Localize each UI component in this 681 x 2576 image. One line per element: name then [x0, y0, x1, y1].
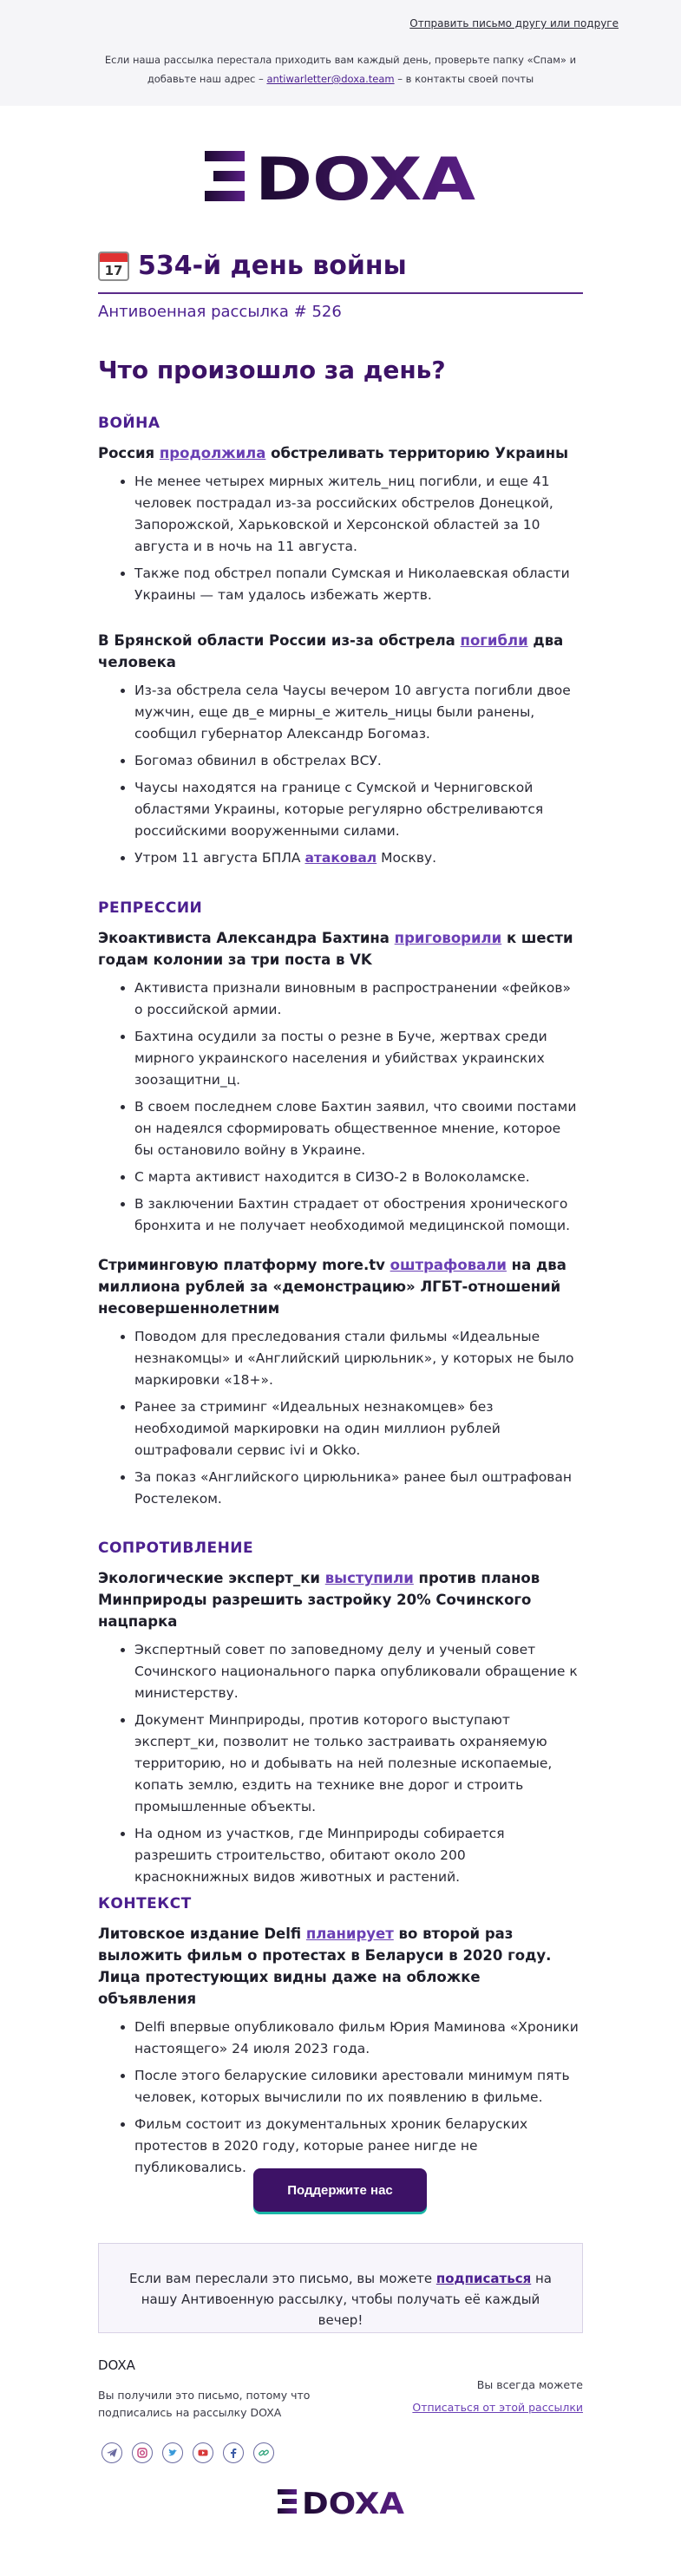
list-item: • Из-за обстрела села Чаусы вечером 10 августа погибли двое мужчин, еще дв_е мирны_е житель_ницы были ранены, сообщил губернатор Александр Богомаз.: [134, 680, 583, 745]
bullet-list: [98, 1326, 583, 1510]
youtube-icon[interactable]: [193, 2442, 213, 2463]
list-item: • За показ «Английского цирюльника» ранее был оштрафован Ростелеком.: [134, 1467, 583, 1510]
section-resistance: [98, 1540, 583, 1893]
list-item: • Богомаз обвинил в обстрелах ВСУ.: [134, 750, 583, 772]
section-heading: РЕПРЕССИИ: [98, 899, 203, 917]
list-item: • Экспертный совет по заповедному делу и ученый совет Сочинского национального парка опубликовали обращение к министерству.: [134, 1639, 583, 1704]
headline-link[interactable]: приговорили: [394, 930, 502, 946]
bullet-list: [98, 471, 583, 606]
instagram-icon[interactable]: [132, 2442, 153, 2463]
list-item: • Delfi впервые опубликовало фильм Юрия Маминова «Хроники настоящего» 24 июля 2023 года.: [134, 2017, 583, 2060]
footer-reason-text: Вы получили это письмо, потому что подписались на рассылку DOXA: [98, 2389, 311, 2419]
telegram-icon[interactable]: [101, 2442, 122, 2463]
bullet-list: [98, 680, 583, 869]
list-item: • С марта активист находится в СИЗО-2 в Волоколамске.: [134, 1167, 583, 1188]
doxa-logo-text: DOXA: [255, 149, 476, 203]
list-item: • После этого беларуские силовики арестовали минимум пять человек, которых вычислили по их появлению в фильме.: [134, 2065, 583, 2109]
issue-number: Антивоенная рассылка # 526: [98, 303, 342, 321]
doxa-logo: [201, 149, 479, 203]
section-repressions: [98, 899, 583, 1242]
doxa-footer-logo: [276, 2488, 406, 2515]
support-us-button[interactable]: Поддержите нас: [253, 2168, 427, 2212]
headline-link[interactable]: выступили: [324, 1570, 414, 1586]
list-item: • На одном из участков, где Минприроды собирается разрешить строительство, обитают около 200 краснокнижных видов животных и растений.: [134, 1823, 583, 1888]
section-heading: КОНТЕКСТ: [98, 1895, 192, 1912]
title-divider: [98, 292, 583, 294]
spam-notice: [87, 50, 594, 88]
headline-link[interactable]: погибли: [460, 632, 528, 649]
day-count-title: 534-й день войны: [138, 251, 407, 281]
footer-org-name: DOXA: [98, 2357, 135, 2373]
list-item: • Поводом для преследования стали фильмы «Идеальные незнакомцы» и «Английский цирюльник», у которых не было маркировки «18+».: [134, 1326, 583, 1391]
list-item: • Также под обстрел попали Сумская и Николаевская области Украины — там удалось избежать жертв.: [134, 563, 583, 606]
bullet-list: [98, 1639, 583, 1888]
news-headline: Экологические эксперт_ки выступили против планов Минприроды разрешить застройку 20% Сочинского нацпарка: [98, 1570, 540, 1630]
list-item: • Чаусы находятся на границе с Сумской и Черниговской областями Украины, которые регулярно обстреливаются российскими вооруженными силами.: [134, 777, 583, 842]
notice-post: – в контакты своей почты: [394, 73, 534, 85]
list-item: • Активиста признали виновным в распространении «фейков» о российской армии.: [134, 977, 583, 1021]
news-item-moretv: [98, 1254, 583, 1515]
subscribe-link[interactable]: подписаться: [435, 2271, 532, 2286]
list-item: • Фильм состоит из документальных хроник беларуских протестов в 2020 году, которые ранее нигде не публиковались.: [134, 2114, 583, 2179]
main-heading: Что произошло за день?: [98, 356, 446, 384]
section-heading: ВОЙНА: [98, 415, 160, 432]
forward-to-friend-link[interactable]: Отправить письмо другу или подруге: [409, 17, 619, 29]
list-item: • Документ Минприроды, против которого выступают эксперт_ки, позволит не только застраивать охраняемую территорию, но и добывать на ней полезные ископаемые, копать землю, ездить на технике вне дорог и строить промышленные объекты.: [134, 1710, 583, 1818]
list-item: • В заключении Бахтин страдает от обострения хронического бронхита и не получает необходимой медицинской помощи.: [134, 1193, 583, 1237]
headline-link[interactable]: планирует: [305, 1925, 394, 1942]
notice-line1: Если наша рассылка перестала приходить вам каждый день, проверьте папку «Спам» и: [104, 54, 577, 66]
link-icon[interactable]: [253, 2442, 274, 2463]
list-item: • Утром 11 августа БПЛА атаковал Москву.: [134, 847, 583, 869]
page-title: [98, 247, 583, 285]
bullet-list: [98, 2017, 583, 2179]
bullet-list: [98, 977, 583, 1237]
list-item: • Не менее четырех мирных житель_ниц погибли, и еще 41 человек пострадал из-за российских обстрелов Донецкой, Запорожской, Харьковской и Херсонской областей за 10 августа и в ночь на 11 августа.: [134, 471, 583, 558]
news-headline: Экоактивиста Александра Бахтина приговорили к шести годам колонии за три поста в VK: [98, 930, 573, 968]
headline-link[interactable]: продолжила: [159, 445, 266, 461]
news-headline: Стриминговую платформу more.tv оштрафовали на два миллиона рублей за «демонстрацию» ЛГБТ-отношений несовершеннолетним: [98, 1257, 566, 1317]
news-headline: Литовское издание Delfi планирует во второй раз выложить фильм о протестах в Беларуси в 2020 году. Лица протестующих видны даже на обложке объявления: [98, 1925, 552, 2007]
list-item: • Ранее за стриминг «Идеальных незнакомцев» без необходимой маркировки на один миллион рублей оштрафовали сервис ivi и Okko.: [134, 1396, 583, 1461]
section-war: [98, 415, 583, 611]
list-item: • В своем последнем слове Бахтин заявил, что своими постами он надеялся сформировать общественное мнение, которое бы остановило войну в Украине.: [134, 1096, 583, 1161]
top-notice-bar: [0, 0, 681, 106]
news-headline: В Брянской области России из-за обстрела погибли два человека: [98, 632, 564, 670]
facebook-icon[interactable]: [223, 2442, 244, 2463]
subscribe-callout: Если вам переслали это письмо, вы можете подписаться на нашу Антивоенную рассылку, чтобы получать её каждый вечер!: [98, 2243, 583, 2333]
list-item: • Бахтина осудили за посты о резне в Буче, жертвах среди мирного украинского населения и убийствах украинских зоозащитни_ц.: [134, 1026, 583, 1091]
news-item-bryansk: [98, 630, 583, 874]
section-context: [98, 1895, 583, 2184]
calendar-icon: 17: [98, 252, 129, 281]
footer-always-text: Вы всегда можете: [476, 2378, 583, 2391]
footer-logo-text: DOXA: [302, 2488, 405, 2515]
social-links: [101, 2442, 274, 2463]
headline-link[interactable]: оштрафовали: [390, 1257, 507, 1273]
bullet-link[interactable]: атаковал: [304, 850, 377, 866]
newsletter-email-link[interactable]: antiwarletter@doxa.team: [266, 73, 395, 85]
twitter-icon[interactable]: [162, 2442, 183, 2463]
section-heading: СОПРОТИВЛЕНИЕ: [98, 1540, 254, 1557]
news-headline: Россия продолжила обстреливать территорию Украины: [98, 445, 569, 461]
unsubscribe-link[interactable]: Отписаться от этой рассылки: [412, 2401, 583, 2414]
issue-title-block: [98, 247, 583, 321]
notice-pre: добавьте наш адрес –: [147, 73, 267, 85]
